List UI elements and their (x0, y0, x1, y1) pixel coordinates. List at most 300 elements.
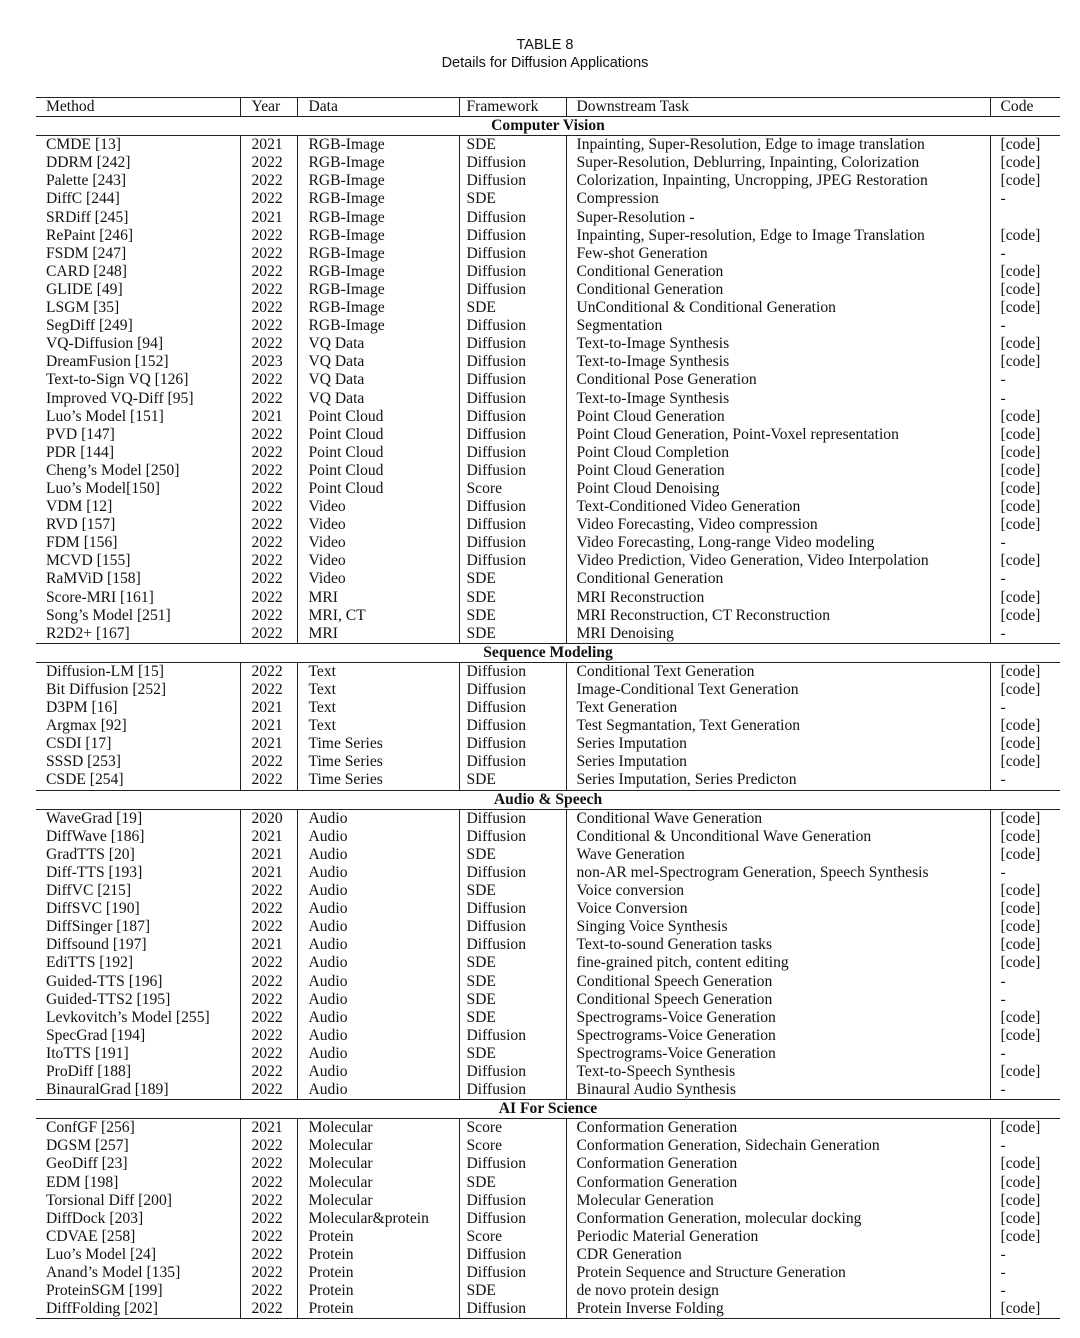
cell-data: MRI, CT (297, 607, 459, 625)
cell-method: Guided-TTS2 [195] (46, 990, 171, 1008)
cell-year: 2022 (240, 371, 297, 389)
table-row (36, 753, 1060, 771)
table-row (36, 462, 1060, 480)
cell-framework: Diffusion (459, 281, 566, 299)
cell-year: 2022 (240, 498, 297, 516)
cell-code: - (990, 245, 1060, 263)
cell-year: 2022 (240, 1081, 297, 1100)
cell-data: Point Cloud (297, 480, 459, 498)
cell-year: 2021 (240, 699, 297, 717)
cell-method: GradTTS [20] (46, 845, 135, 863)
cell-code: [code] (990, 1174, 1060, 1192)
cell-data: Audio (297, 900, 459, 918)
cell-year: 2021 (240, 936, 297, 954)
table-row (36, 408, 1060, 426)
cell-task: Conditional Generation (566, 570, 990, 588)
cell-data: Time Series (297, 735, 459, 753)
table-row (36, 190, 1060, 208)
cell-year: 2021 (240, 864, 297, 882)
table-row (36, 1210, 1060, 1228)
cell-data: Video (297, 552, 459, 570)
cell-year: 2022 (240, 426, 297, 444)
cell-method: DiffFolding [202] (36, 1300, 240, 1319)
cell-method: Bit Diffusion [252] (46, 681, 167, 698)
cell-year: 2022 (240, 263, 297, 281)
cell-code: [code] (990, 462, 1060, 480)
cell-task: Periodic Material Generation (566, 1228, 990, 1246)
table-row (36, 245, 1060, 263)
table-row (36, 335, 1060, 353)
cell-code: [code] (990, 735, 1060, 753)
cell-task: Text-to-Image Synthesis (566, 353, 990, 371)
cell-method: FSDM [247] (46, 244, 127, 262)
cell-data: RGB-Image (297, 136, 459, 155)
cell-framework: Diffusion (459, 172, 566, 190)
table-row (36, 625, 1060, 644)
cell-framework: Diffusion (459, 335, 566, 353)
cell-data: Audio (297, 918, 459, 936)
cell-method: Levkovitch’s Model [255] (46, 1008, 210, 1026)
cell-data: Audio (297, 828, 459, 846)
cell-framework: Diffusion (459, 516, 566, 534)
cell-framework: Diffusion (459, 1300, 566, 1319)
cell-year: 2022 (240, 227, 297, 245)
cell-framework: Diffusion (459, 552, 566, 570)
cell-code: [code] (990, 1063, 1060, 1081)
cell-code: [code] (990, 1155, 1060, 1173)
cell-data: RGB-Image (297, 263, 459, 281)
cell-method: Anand’s Model [135] (46, 1264, 181, 1281)
cell-year: 2022 (240, 317, 297, 335)
cell-code: [code] (990, 335, 1060, 353)
cell-year: 2021 (240, 408, 297, 426)
cell-framework: Diffusion (459, 444, 566, 462)
cell-code: - (990, 699, 1060, 717)
cell-method: CMDE [13] (46, 136, 121, 154)
header-method: Method (36, 98, 240, 117)
cell-method: CSDI [17] (46, 735, 112, 753)
cell-code: [code] (990, 408, 1060, 426)
cell-data: Audio (297, 1063, 459, 1081)
cell-task: Compression (566, 190, 990, 208)
table-row (36, 1009, 1060, 1027)
cell-year: 2022 (240, 1246, 297, 1264)
cell-year: 2021 (240, 846, 297, 864)
cell-year: 2022 (240, 771, 297, 790)
cell-method: Song’s Model [251] (46, 606, 171, 624)
cell-year: 2022 (240, 589, 297, 607)
cell-task: Conformation Generation (566, 1174, 990, 1192)
cell-year: 2022 (240, 516, 297, 534)
cell-year: 2022 (240, 1210, 297, 1228)
cell-task: Text-to-Image Synthesis (566, 390, 990, 408)
cell-data: RGB-Image (297, 154, 459, 172)
cell-framework: Diffusion (459, 753, 566, 771)
cell-data: Molecular (297, 1192, 459, 1210)
cell-year: 2023 (240, 353, 297, 371)
cell-year: 2022 (240, 1192, 297, 1210)
cell-task: Series Imputation, Series Predicton (566, 771, 990, 790)
table-row (36, 1228, 1060, 1246)
cell-framework: Diffusion (459, 462, 566, 480)
table-row (36, 1282, 1060, 1300)
cell-data: Protein (297, 1246, 459, 1264)
cell-framework: Diffusion (459, 371, 566, 389)
table-row (36, 281, 1060, 299)
cell-task: Video Forecasting, Long-range Video modeling (566, 534, 990, 552)
cell-method: DiffDock [203] (46, 1209, 144, 1227)
cell-task: Conditional Speech Generation (566, 973, 990, 991)
cell-data: Text (297, 717, 459, 735)
cell-task: Protein Sequence and Structure Generation (566, 1264, 990, 1282)
table-row (36, 1045, 1060, 1063)
cell-task: Protein Inverse Folding (566, 1300, 990, 1319)
cell-task: Point Cloud Denoising (566, 480, 990, 498)
cell-method: DreamFusion [152] (46, 353, 169, 371)
table-row (36, 552, 1060, 570)
cell-framework: Diffusion (459, 809, 566, 828)
cell-framework: Diffusion (459, 1063, 566, 1081)
table-row (36, 846, 1060, 864)
cell-year: 2022 (240, 991, 297, 1009)
cell-framework: SDE (459, 771, 566, 790)
table-row (36, 209, 1060, 227)
cell-code: - (990, 1137, 1060, 1155)
cell-method: BinauralGrad [189] (46, 1081, 169, 1099)
cell-framework: Diffusion (459, 426, 566, 444)
cell-year: 2022 (240, 245, 297, 263)
table-row (36, 918, 1060, 936)
cell-year: 2022 (240, 900, 297, 918)
cell-method: PDR [144] (46, 443, 115, 461)
cell-framework: Diffusion (459, 1081, 566, 1100)
cell-data: Time Series (297, 753, 459, 771)
cell-code: [code] (990, 552, 1060, 570)
cell-method: Score-MRI [161] (46, 588, 154, 606)
cell-framework: Diffusion (459, 245, 566, 263)
cell-year: 2022 (240, 570, 297, 588)
cell-data: VQ Data (297, 371, 459, 389)
cell-framework: Score (459, 1119, 566, 1138)
table-row (36, 681, 1060, 699)
cell-code: [code] (990, 1210, 1060, 1228)
cell-framework: Diffusion (459, 154, 566, 172)
cell-data: Audio (297, 1027, 459, 1045)
cell-year: 2022 (240, 552, 297, 570)
section-header-row (36, 1100, 1060, 1119)
cell-task: Super-Resolution, Deblurring, Inpainting, Colorization (566, 154, 990, 172)
cell-year: 2022 (240, 1282, 297, 1300)
header-row (36, 98, 1060, 117)
cell-code: - (990, 1246, 1060, 1264)
cell-year: 2022 (240, 480, 297, 498)
cell-code: [code] (990, 353, 1060, 371)
table-row (36, 317, 1060, 335)
cell-data: Audio (297, 864, 459, 882)
cell-task: Series Imputation (566, 753, 990, 771)
cell-method: DGSM [257] (46, 1137, 129, 1155)
table-row (36, 353, 1060, 371)
cell-data: Text (297, 662, 459, 681)
cell-code: [code] (990, 1009, 1060, 1027)
cell-data: Molecular (297, 1137, 459, 1155)
cell-method: Diffsound [197] (46, 936, 147, 954)
cell-year: 2022 (240, 1300, 297, 1319)
cell-data: RGB-Image (297, 209, 459, 227)
cell-task: Binaural Audio Synthesis (566, 1081, 990, 1100)
cell-method: Diffusion-LM [15] (46, 662, 164, 680)
table-row (36, 299, 1060, 317)
table-row (36, 1137, 1060, 1155)
table-row (36, 954, 1060, 972)
cell-method: DiffSinger [187] (46, 918, 151, 936)
cell-year: 2022 (240, 882, 297, 900)
cell-task: Conditional & Unconditional Wave Generation (566, 828, 990, 846)
cell-code: [code] (990, 1300, 1060, 1319)
cell-data: Text (297, 681, 459, 699)
cell-framework: SDE (459, 846, 566, 864)
section-title: AI For Science (36, 1100, 1060, 1119)
cell-framework: SDE (459, 299, 566, 317)
cell-method: LSGM [35] (46, 299, 120, 317)
cell-method: RVD [157] (46, 516, 116, 534)
table-row (36, 882, 1060, 900)
cell-year: 2022 (240, 753, 297, 771)
cell-data: Point Cloud (297, 426, 459, 444)
cell-task: Segmentation (566, 317, 990, 335)
cell-method: Diff-TTS [193] (46, 863, 143, 881)
cell-task: Voice Conversion (566, 900, 990, 918)
cell-data: Molecular (297, 1174, 459, 1192)
cell-method: ProteinSGM [199] (46, 1282, 163, 1300)
cell-framework: SDE (459, 1045, 566, 1063)
cell-method: DiffVC [215] (46, 882, 132, 900)
cell-data: Audio (297, 1009, 459, 1027)
table-row (36, 154, 1060, 172)
cell-method: DDRM [242] (46, 154, 131, 172)
cell-task: Point Cloud Generation (566, 408, 990, 426)
cell-code: - (990, 1282, 1060, 1300)
cell-code: [code] (990, 900, 1060, 918)
cell-data: RGB-Image (297, 317, 459, 335)
cell-code: [code] (990, 681, 1060, 699)
cell-code: - (990, 570, 1060, 588)
table-row (36, 973, 1060, 991)
cell-method: D3PM [16] (46, 699, 118, 717)
table-row (36, 699, 1060, 717)
cell-code: [code] (990, 607, 1060, 625)
table-row (36, 828, 1060, 846)
cell-framework: Diffusion (459, 735, 566, 753)
cell-code: - (990, 973, 1060, 991)
cell-code: [code] (990, 480, 1060, 498)
cell-code: [code] (990, 828, 1060, 846)
cell-framework: Score (459, 1137, 566, 1155)
cell-method: Luo’s Model[150] (46, 479, 160, 497)
cell-task: de novo protein design (566, 1282, 990, 1300)
cell-data: Audio (297, 882, 459, 900)
table-row (36, 936, 1060, 954)
header-code: Code (990, 98, 1060, 117)
cell-method: FDM [156] (46, 534, 118, 552)
cell-year: 2022 (240, 172, 297, 190)
cell-framework: Diffusion (459, 918, 566, 936)
cell-task: Wave Generation (566, 846, 990, 864)
cell-method: Luo’s Model [24] (46, 1245, 157, 1263)
table-row (36, 534, 1060, 552)
cell-method: Torsional Diff [200] (46, 1191, 172, 1209)
cell-framework: SDE (459, 1009, 566, 1027)
section-header-row (36, 117, 1060, 136)
table-row (36, 426, 1060, 444)
cell-method: CSDE [254] (46, 771, 124, 789)
cell-task: MRI Denoising (566, 625, 990, 644)
cell-year: 2022 (240, 1063, 297, 1081)
section-header-row (36, 790, 1060, 809)
cell-task: Inpainting, Super-Resolution, Edge to image translation (566, 136, 990, 155)
cell-framework: Diffusion (459, 317, 566, 335)
cell-code: [code] (990, 136, 1060, 155)
cell-code: - (990, 1081, 1060, 1100)
cell-data: Molecular&protein (297, 1210, 459, 1228)
cell-framework: Diffusion (459, 263, 566, 281)
table-row (36, 1063, 1060, 1081)
cell-code: - (990, 771, 1060, 790)
cell-code: [code] (990, 717, 1060, 735)
table-row (36, 480, 1060, 498)
cell-framework: SDE (459, 973, 566, 991)
cell-data: Audio (297, 973, 459, 991)
table-body (36, 117, 1060, 1319)
cell-framework: Score (459, 1228, 566, 1246)
cell-code: [code] (990, 936, 1060, 954)
cell-code: - (990, 390, 1060, 408)
cell-year: 2021 (240, 735, 297, 753)
cell-method: RaMViD [158] (46, 570, 141, 588)
cell-framework: SDE (459, 954, 566, 972)
cell-data: Protein (297, 1264, 459, 1282)
cell-task: Conformation Generation, Sidechain Generation (566, 1137, 990, 1155)
cell-method: EDM [198] (46, 1173, 119, 1191)
cell-data: Point Cloud (297, 408, 459, 426)
cell-data: RGB-Image (297, 227, 459, 245)
cell-framework: SDE (459, 589, 566, 607)
cell-method: ItoTTS [191] (46, 1044, 129, 1062)
cell-method: ConfGF [256] (46, 1119, 135, 1137)
cell-year: 2022 (240, 681, 297, 699)
cell-data: MRI (297, 625, 459, 644)
cell-task: Series Imputation (566, 735, 990, 753)
cell-task: Conditional Speech Generation (566, 991, 990, 1009)
cell-year: 2022 (240, 154, 297, 172)
cell-method: Palette [243] (46, 172, 127, 190)
cell-task: Spectrograms-Voice Generation (566, 1045, 990, 1063)
cell-data: Point Cloud (297, 462, 459, 480)
cell-data: Protein (297, 1282, 459, 1300)
cell-year: 2022 (240, 1174, 297, 1192)
cell-year: 2020 (240, 809, 297, 828)
cell-code: [code] (990, 846, 1060, 864)
cell-framework: Diffusion (459, 1027, 566, 1045)
table-row (36, 1027, 1060, 1045)
cell-year: 2022 (240, 281, 297, 299)
table-title: Details for Diffusion Applications (441, 55, 649, 71)
cell-year: 2022 (240, 918, 297, 936)
cell-year: 2022 (240, 299, 297, 317)
cell-year: 2022 (240, 1137, 297, 1155)
cell-task: Text Generation (566, 699, 990, 717)
cell-data: Molecular (297, 1155, 459, 1173)
table-row (36, 607, 1060, 625)
table-row (36, 1300, 1060, 1319)
cell-task: MRI Reconstruction, CT Reconstruction (566, 607, 990, 625)
cell-year: 2022 (240, 462, 297, 480)
cell-framework: SDE (459, 190, 566, 208)
cell-data: MRI (297, 589, 459, 607)
cell-method: GLIDE [49] (46, 280, 123, 298)
table-row (36, 589, 1060, 607)
cell-data: Protein (297, 1228, 459, 1246)
cell-year: 2022 (240, 973, 297, 991)
cell-method: Argmax [92] (46, 717, 127, 735)
section-title: Computer Vision (36, 117, 1060, 136)
cell-task: CDR Generation (566, 1246, 990, 1264)
table-row (36, 662, 1060, 681)
cell-data: Video (297, 516, 459, 534)
table-row (36, 227, 1060, 245)
cell-code: [code] (990, 1228, 1060, 1246)
cell-framework: Diffusion (459, 408, 566, 426)
cell-task: Singing Voice Synthesis (566, 918, 990, 936)
cell-task: MRI Reconstruction (566, 589, 990, 607)
cell-data: RGB-Image (297, 172, 459, 190)
cell-code: - (990, 625, 1060, 644)
cell-data: RGB-Image (297, 281, 459, 299)
cell-task: Conformation Generation (566, 1119, 990, 1138)
cell-task: Test Segmantation, Text Generation (566, 717, 990, 735)
cell-year: 2022 (240, 1264, 297, 1282)
table-row (36, 771, 1060, 790)
section-title: Audio & Speech (36, 790, 1060, 809)
cell-data: Point Cloud (297, 444, 459, 462)
cell-method: VDM [12] (46, 498, 113, 516)
cell-method: SegDiff [249] (46, 317, 133, 335)
table-row (36, 1081, 1060, 1100)
cell-framework: Diffusion (459, 1264, 566, 1282)
cell-task: fine-grained pitch, content editing (566, 954, 990, 972)
cell-task: non-AR mel-Spectrogram Generation, Speech Synthesis (566, 864, 990, 882)
cell-framework: SDE (459, 607, 566, 625)
table-row (36, 172, 1060, 190)
cell-task: Point Cloud Completion (566, 444, 990, 462)
cell-task: Conditional Generation (566, 281, 990, 299)
cell-framework: Diffusion (459, 390, 566, 408)
cell-year: 2022 (240, 1027, 297, 1045)
applications-table (36, 97, 1060, 1319)
cell-method: WaveGrad [19] (46, 809, 143, 827)
cell-task: Voice conversion (566, 882, 990, 900)
cell-method: GeoDiff [23] (46, 1155, 128, 1173)
cell-task: Text-Conditioned Video Generation (566, 498, 990, 516)
table-row (36, 991, 1060, 1009)
cell-task: Few-shot Generation (566, 245, 990, 263)
cell-task: Colorization, Inpainting, Uncropping, JPEG Restoration (566, 172, 990, 190)
cell-framework: SDE (459, 1282, 566, 1300)
table-row (36, 717, 1060, 735)
cell-framework: Diffusion (459, 209, 566, 227)
cell-year: 2022 (240, 1009, 297, 1027)
cell-task: Image-Conditional Text Generation (566, 681, 990, 699)
